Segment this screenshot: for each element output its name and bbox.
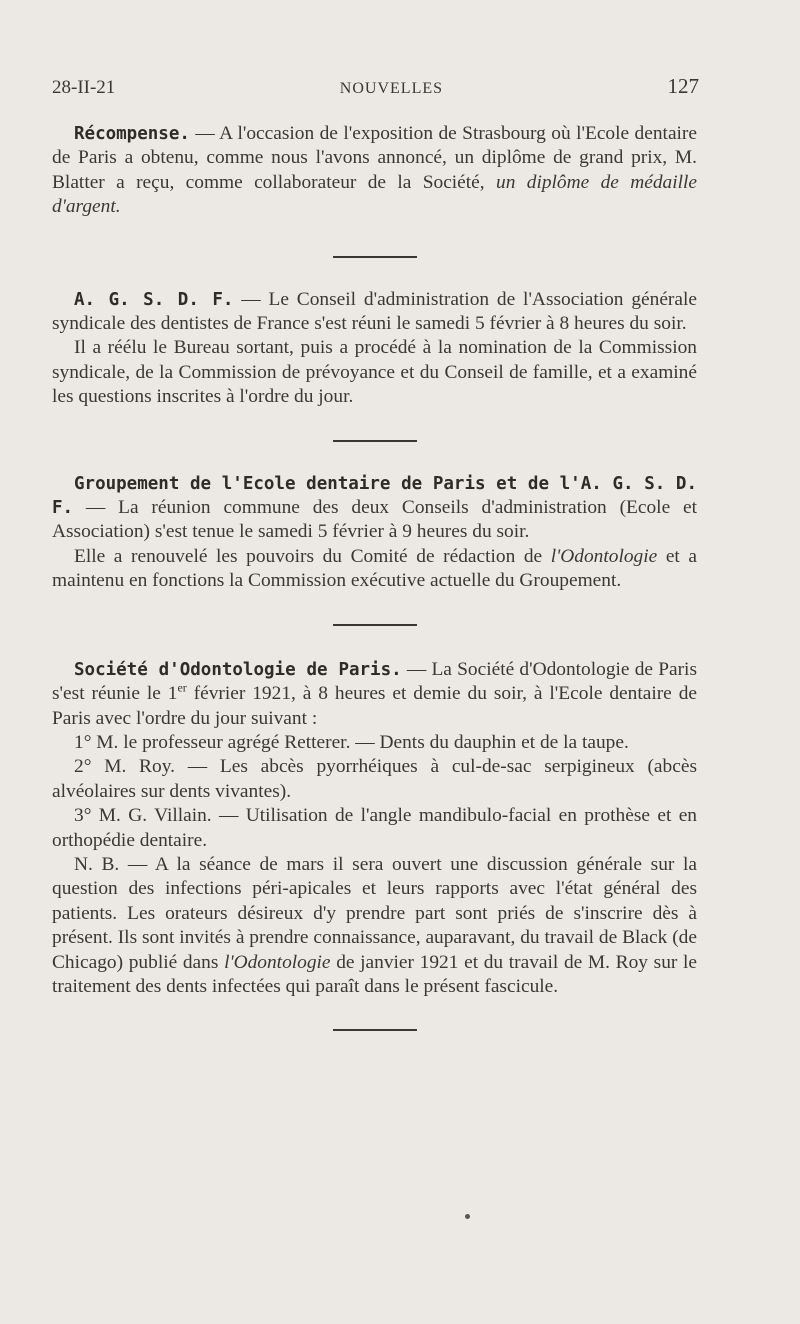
groupement-text-2a: Elle a renouvelé les pouvoirs du Comité de rédaction de (74, 545, 551, 567)
page-number: 127 (667, 74, 699, 98)
groupement-heading: Groupement de l'Ecole dentaire de Paris et de l'A. G. S. D. F. (52, 473, 697, 519)
agsdf-heading: A. G. S. D. F. (74, 289, 234, 310)
societe-note-b: de janvier 1921 et du travail de M. Roy sur le traitement des dents infectées qui paraît dans le présent fascicule. (52, 951, 697, 997)
groupement-text-1: — La réunion commune des deux Conseils d'administration (Ecole et Association) s'est tenue le samedi 5 février à 9 heures du soir. (52, 497, 697, 543)
societe-intro-b: février 1921, à 8 heures et demie du soir, à l'Ecole dentaire de Paris avec l'ordre du jour suivant : (52, 683, 697, 729)
societe-intro-a: — La Société d'Odontologie de Paris s'est réunie le 1 (52, 658, 697, 705)
section-societe (52, 658, 697, 1000)
societe-note-journal: l'Odontologie (224, 951, 331, 973)
running-header (52, 74, 697, 104)
societe-intro (52, 658, 697, 731)
agsdf-paragraph-2: Il a réélu le Bureau sortant, puis a procédé à la nomination de la Commission syndicale, de la Commission de prévoyance et du Conseil de famille, et a examiné les questions inscrites à l'ordre du jour. (52, 337, 697, 408)
header-title: NOUVELLES (339, 80, 444, 97)
agsdf-text-1: — Le Conseil d'administration de l'Association générale syndicale des dentistes de France s'est réuni le samedi 5 février à 8 heures du soir. (52, 288, 697, 335)
agenda-item: 2° M. Roy. — Les abcès pyorrhéiques à cul-de-sac serpigineux (abcès alvéolaires sur dents vivantes). (52, 756, 697, 802)
section-divider (333, 256, 417, 258)
groupement-journal-title: l'Odontologie (550, 545, 658, 567)
agenda-item: 3° M. G. Villain. — Utilisation de l'angle mandibulo-facial en prothèse et en orthopédie dentaire. (52, 805, 697, 851)
societe-note-a: N. B. — A la séance de mars il sera ouvert une discussion générale sur la question des infections péri-apicales et leurs rapports avec l'état général des patients. Les orateurs désireux d'y prendre part sont priés de s'inscrire dès à présent. Ils sont invités à prendre connaissance, auparavant, du travail de Black (de Chicago) publié dans (52, 853, 697, 973)
section-divider (333, 624, 417, 626)
section-divider (333, 1029, 417, 1031)
societe-heading: Société d'Odontologie de Paris. (74, 659, 402, 680)
societe-note (52, 853, 697, 999)
recompense-heading: Récompense. (74, 124, 190, 144)
recompense-paragraph (52, 122, 697, 220)
agenda-item: 1° M. le professeur agrégé Retterer. — Dents du dauphin et de la taupe. (74, 731, 629, 753)
recompense-emphasis: un diplôme de médaille d'argent. (52, 171, 697, 218)
section-groupement (52, 472, 697, 594)
section-agsdf (52, 288, 697, 410)
ink-spot (465, 1214, 470, 1219)
societe-intro-sup: er (177, 680, 187, 695)
section-recompense (52, 122, 697, 220)
recompense-text: — A l'occasion de l'exposition de Strasbourg où l'Ecole dentaire de Paris a obtenu, comme nous l'avons annoncé, un diplôme de grand prix, M. Blatter a reçu, comme collaborateur de la Société, (52, 123, 697, 193)
groupement-paragraph-2 (52, 545, 697, 594)
agsdf-paragraph-1 (52, 288, 697, 337)
document-page (52, 74, 697, 1031)
header-date: 28-II-21 (52, 77, 116, 98)
groupement-text-2b: et a maintenu en fonctions la Commission exécutive actuelle du Groupement. (52, 545, 698, 592)
groupement-paragraph-1 (52, 472, 697, 545)
section-divider (333, 440, 417, 442)
